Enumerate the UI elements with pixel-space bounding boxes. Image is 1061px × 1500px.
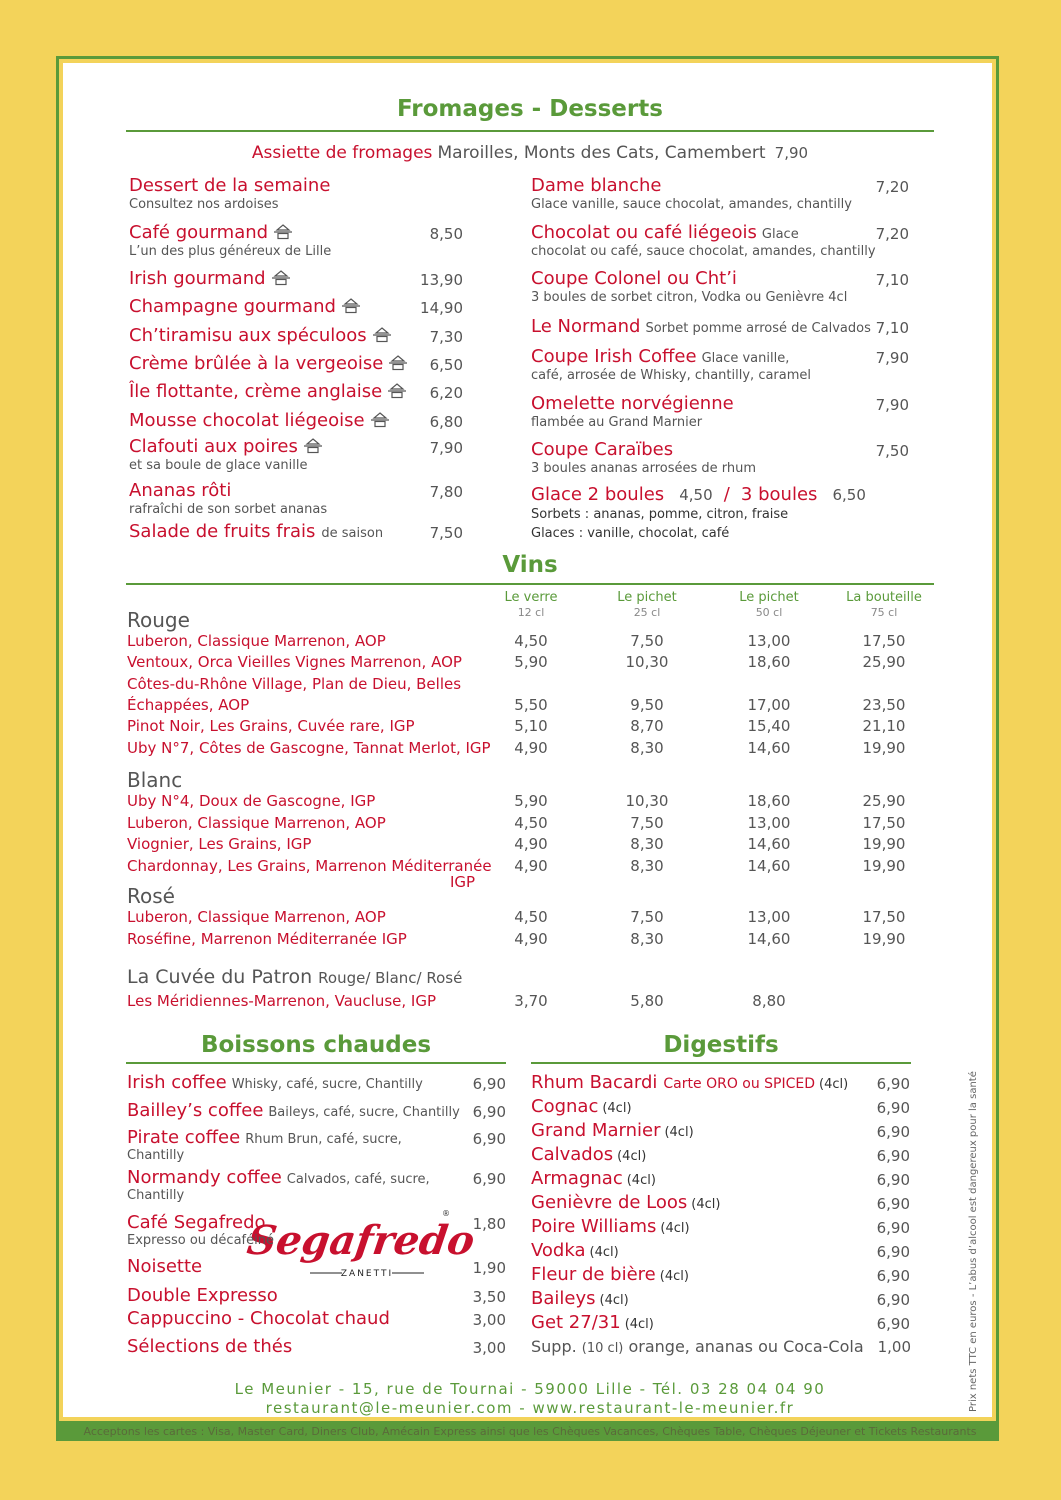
item-price: 1,80 (472, 1215, 506, 1233)
column-size: 25 cl (633, 606, 661, 619)
wine-price: 25,90 (862, 792, 906, 810)
wine-price: 14,60 (747, 930, 791, 948)
item-price: 7,80 (429, 483, 463, 501)
item-price: 6,90 (876, 1147, 910, 1165)
item-line (129, 296, 463, 317)
wine-price: 18,60 (747, 792, 791, 810)
item-price: 8,50 (429, 225, 463, 243)
wine-price: 4,50 (514, 908, 548, 926)
list-item (127, 1308, 506, 1329)
list-item (127, 1167, 506, 1203)
section-title-vins: Vins (502, 552, 558, 578)
wine-name: Luberon, Classique Marrenon, AOP (127, 814, 386, 832)
item-price: 6,20 (429, 384, 463, 402)
wine-price: 10,30 (625, 653, 669, 671)
item-name: Dame blanche (531, 175, 662, 196)
cuvee-sub: Rouge/ Blanc/ Rosé (318, 969, 463, 987)
list-item (531, 1240, 910, 1261)
item-name: Poire Williams (531, 1216, 657, 1237)
wine-name-continued: IGP (450, 873, 476, 891)
item-line (127, 1100, 506, 1121)
item-price: 6,90 (876, 1291, 910, 1309)
wine-price: 19,90 (862, 857, 906, 875)
item-name: Dessert de la semaine (129, 175, 331, 196)
wine-price: 7,50 (630, 632, 664, 650)
item-name: Coupe Irish Coffee (531, 346, 697, 367)
wine-column-header (597, 590, 697, 620)
item-price: 3,00 (472, 1311, 506, 1329)
glace-glaces: Glaces : vanille, chocolat, café (531, 526, 730, 541)
cuvee-label: La Cuvée du Patron (127, 966, 313, 988)
wine-price: 9,50 (630, 696, 664, 714)
item-line (129, 175, 463, 196)
item-name: Café Segafredo (127, 1212, 266, 1233)
wine-price: 5,80 (630, 992, 664, 1010)
item-name: Chocolat ou café liégeois (531, 222, 757, 243)
item-volume: (4cl) (626, 1173, 656, 1188)
section-title-digestifs: Digestifs (663, 1032, 779, 1058)
item-name: Genièvre de Loos (531, 1192, 688, 1213)
item-line (127, 1127, 506, 1148)
item-inline-desc: Glace vanille, (701, 351, 790, 366)
wine-name: Luberon, Classique Marrenon, AOP (127, 632, 386, 650)
item-name: Crème brûlée à la vergeoise (129, 353, 384, 374)
list-item (127, 1285, 506, 1306)
item-name: Irish gourmand (129, 268, 266, 289)
item-name: Vodka (531, 1240, 586, 1261)
glace-2-boules: Glace 2 boules (531, 484, 665, 505)
list-item (129, 175, 463, 212)
item-desc: Consultez nos ardoises (129, 197, 279, 212)
item-line (129, 268, 463, 289)
item-price: 6,90 (876, 1075, 910, 1093)
item-name: Normandy coffee (127, 1167, 282, 1188)
section-rule (126, 583, 934, 585)
svg-text:Segafredo: Segafredo (244, 1217, 478, 1264)
supp-desc: orange, ananas ou Coca-Cola (628, 1337, 864, 1356)
section-rule (126, 130, 934, 132)
wine-price: 4,50 (514, 814, 548, 832)
item-line (531, 346, 909, 367)
digestif-supp (531, 1337, 911, 1356)
list-item (129, 436, 463, 473)
item-line (129, 521, 463, 542)
item-inline-desc: Baileys, café, sucre, Chantilly (268, 1105, 460, 1120)
wine-price: 13,00 (747, 908, 791, 926)
item-price: 6,90 (876, 1195, 910, 1213)
wine-price: 21,10 (862, 717, 906, 735)
wine-price: 17,50 (862, 814, 906, 832)
wine-column-header (481, 590, 581, 620)
wine-name: Uby N°4, Doux de Gascogne, IGP (127, 792, 376, 810)
glace-2-price: 4,50 (679, 486, 713, 504)
item-name: Get 27/31 (531, 1312, 621, 1333)
item-name: Rhum Bacardi (531, 1072, 658, 1093)
item-desc: Chantilly (127, 1148, 185, 1163)
wine-price: 8,30 (630, 857, 664, 875)
item-name: Double Expresso (127, 1285, 278, 1306)
item-name: Salade de fruits frais (129, 521, 316, 542)
assiette-fromages (126, 143, 934, 163)
item-name: Cognac (531, 1096, 599, 1117)
item-price: 6,90 (876, 1315, 910, 1333)
wine-name: Les Méridiennes-Marrenon, Vaucluse, IGP (127, 992, 437, 1010)
list-item (129, 325, 463, 346)
wine-price: 10,30 (625, 792, 669, 810)
item-desc: rafraîchi de son sorbet ananas (129, 502, 328, 517)
supp-vol: (10 cl) (581, 1341, 624, 1356)
item-line (127, 1308, 506, 1329)
item-line (531, 268, 909, 289)
item-desc: Maroilles, Monts des Cats, Camembert (437, 143, 766, 163)
item-line (127, 1285, 506, 1306)
list-item (531, 1288, 910, 1309)
item-price: 6,90 (472, 1103, 506, 1121)
wine-name: Uby N°7, Côtes de Gascogne, Tannat Merlot, IGP (127, 739, 491, 757)
item-line (129, 325, 463, 346)
item-price: 7,90 (875, 349, 909, 367)
wine-price: 5,10 (514, 717, 548, 735)
list-item (129, 521, 463, 542)
wine-price: 8,80 (752, 992, 786, 1010)
list-item (127, 1100, 506, 1121)
item-line (129, 480, 463, 501)
item-name: Omelette norvégienne (531, 393, 734, 414)
glace-3-boules: 3 boules (740, 484, 818, 505)
item-inline-desc: Calvados, café, sucre, (286, 1172, 430, 1187)
column-label: Le verre (504, 590, 558, 605)
item-line (127, 1072, 506, 1093)
wine-price: 5,90 (514, 792, 548, 810)
column-label: Le pichet (739, 590, 799, 605)
list-item (531, 1312, 910, 1333)
list-item (531, 175, 909, 212)
item-desc: Glace vanille, sauce chocolat, amandes, chantilly (531, 197, 852, 212)
wine-category-blanc: Blanc (127, 768, 183, 792)
item-name: Noisette (127, 1256, 203, 1277)
glace-item (531, 484, 866, 505)
list-item (531, 1120, 910, 1141)
list-item (531, 316, 909, 337)
wine-category-rose: Rosé (127, 884, 175, 908)
wine-price: 4,90 (514, 835, 548, 853)
wine-price: 17,00 (747, 696, 791, 714)
section-title-fromages-desserts: Fromages - Desserts (397, 96, 663, 122)
item-price: 6,80 (429, 413, 463, 431)
item-price: 6,90 (876, 1267, 910, 1285)
item-name: Grand Marnier (531, 1120, 661, 1141)
item-desc: et sa boule de glace vanille (129, 458, 308, 473)
wine-price: 13,00 (747, 814, 791, 832)
homemade-dish-icon (342, 298, 360, 314)
wine-name-continued: Échappées, AOP (127, 696, 250, 714)
list-item (127, 1336, 506, 1357)
item-line (531, 316, 909, 337)
column-size: 12 cl (517, 606, 545, 619)
wine-price: 4,90 (514, 857, 548, 875)
item-line (127, 1167, 506, 1188)
item-name: Mousse chocolat liégeoise (129, 410, 365, 431)
item-name: Armagnac (531, 1168, 623, 1189)
list-item (127, 1072, 506, 1093)
list-item (531, 346, 909, 383)
list-item (129, 222, 463, 259)
list-item (531, 439, 909, 476)
list-item (129, 381, 463, 402)
wine-price: 23,50 (862, 696, 906, 714)
wine-name: Luberon, Classique Marrenon, AOP (127, 908, 386, 926)
item-price: 7,50 (875, 442, 909, 460)
item-price: 7,20 (875, 178, 909, 196)
glace-sorbets: Sorbets : ananas, pomme, citron, fraise (531, 507, 789, 522)
item-inline-desc: Rhum Brun, café, sucre, (245, 1132, 402, 1147)
item-inline-desc: Whisky, café, sucre, Chantilly (231, 1077, 423, 1092)
item-line (129, 410, 463, 431)
list-item (129, 353, 463, 374)
list-item (531, 1216, 910, 1237)
item-price: 6,90 (876, 1123, 910, 1141)
item-volume: (4cl) (589, 1245, 619, 1260)
item-volume: (4cl) (819, 1077, 849, 1092)
item-price: 1,90 (472, 1259, 506, 1277)
item-desc: 3 boules ananas arrosées de rhum (531, 461, 757, 476)
item-price: 7,20 (875, 225, 909, 243)
column-label: Le pichet (617, 590, 677, 605)
wine-price: 14,60 (747, 857, 791, 875)
item-price: 6,50 (429, 356, 463, 374)
footer-web: restaurant@le-meunier.com - www.restaurant-le-meunier.fr (265, 1399, 795, 1417)
item-price: 7,30 (429, 328, 463, 346)
item-name: Cappuccino - Chocolat chaud (127, 1308, 390, 1329)
wine-price: 15,40 (747, 717, 791, 735)
item-inline-desc: de saison (321, 526, 384, 541)
item-name: Ch’tiramisu aux spéculoos (129, 325, 367, 346)
wine-price: 4,90 (514, 739, 548, 757)
list-item (531, 393, 909, 430)
supp-price: 1,00 (877, 1338, 911, 1356)
item-price: 7,10 (875, 319, 909, 337)
wine-price: 3,70 (514, 992, 548, 1010)
item-name: Île flottante, crème anglaise (129, 381, 383, 402)
item-extra: Carte ORO ou SPICED (663, 1076, 816, 1092)
item-price: 6,90 (876, 1099, 910, 1117)
wine-column-header (719, 590, 819, 620)
wine-name: Côtes-du-Rhône Village, Plan de Dieu, Belles (127, 675, 462, 693)
item-name: Fleur de bière (531, 1264, 656, 1285)
wine-name: Ventoux, Orca Vieilles Vignes Marrenon, AOP (127, 653, 462, 671)
list-item (531, 1192, 910, 1213)
wine-category-cuvee (127, 966, 462, 988)
item-desc: chocolat ou café, sauce chocolat, amandes, chantilly (531, 244, 876, 259)
item-volume: (4cl) (691, 1197, 721, 1212)
list-item (127, 1127, 506, 1163)
homemade-dish-icon (389, 355, 407, 371)
wine-price: 13,00 (747, 632, 791, 650)
item-price: 13,90 (420, 271, 463, 289)
item-line (129, 381, 463, 402)
column-size: 50 cl (755, 606, 783, 619)
item-price: 14,90 (420, 299, 463, 317)
item-name: Coupe Colonel ou Cht’i (531, 268, 737, 289)
section-title-boissons-chaudes: Boissons chaudes (200, 1032, 432, 1058)
wine-price: 8,30 (630, 739, 664, 757)
item-volume: (4cl) (659, 1269, 689, 1284)
list-item (531, 222, 909, 259)
item-inline-desc: Sorbet pomme arrosé de Calvados (645, 321, 871, 336)
item-desc: 3 boules de sorbet citron, Vodka ou Genièvre 4cl (531, 290, 848, 305)
wine-price: 18,60 (747, 653, 791, 671)
list-item (531, 1168, 910, 1189)
wine-price: 25,90 (862, 653, 906, 671)
item-line (531, 222, 909, 243)
list-item (129, 480, 463, 517)
item-price: 6,90 (472, 1170, 506, 1188)
wine-price: 7,50 (630, 814, 664, 832)
wine-price: 4,90 (514, 930, 548, 948)
footer-address: Le Meunier - 15, rue de Tournai - 59000 Lille - Tél. 03 28 04 04 90 (234, 1380, 826, 1398)
wine-name: Roséfine, Marrenon Méditerranée IGP (127, 930, 407, 948)
item-price: 6,90 (472, 1075, 506, 1093)
wine-column-header (834, 590, 934, 620)
item-line (531, 175, 909, 196)
item-name: Pirate coffee (127, 1127, 241, 1148)
item-name: Coupe Caraïbes (531, 439, 674, 460)
list-item (129, 410, 463, 431)
glace-sep: / (723, 484, 730, 505)
homemade-dish-icon (274, 224, 292, 240)
wine-price: 17,50 (862, 632, 906, 650)
item-name: Baileys (531, 1288, 596, 1309)
wine-price: 5,90 (514, 653, 548, 671)
item-volume: (4cl) (624, 1317, 654, 1332)
homemade-dish-icon (304, 438, 322, 454)
wine-price: 8,30 (630, 930, 664, 948)
column-label: La bouteille (846, 590, 922, 605)
svg-text:ZANETTI: ZANETTI (340, 1269, 394, 1279)
list-item (531, 1096, 910, 1117)
item-name: Irish coffee (127, 1072, 227, 1093)
item-name: Assiette de fromages (251, 143, 433, 163)
glace-3-price: 6,50 (832, 486, 866, 504)
item-desc: Expresso ou décaféiné (127, 1233, 274, 1248)
item-volume: (4cl) (664, 1125, 694, 1140)
item-name: Bailley’s coffee (127, 1100, 264, 1121)
item-price: 3,00 (472, 1339, 506, 1357)
section-rule (126, 1062, 506, 1064)
homemade-dish-icon (388, 383, 406, 399)
item-name: Le Normand (531, 316, 641, 337)
wine-price: 4,50 (514, 632, 548, 650)
wine-name: Pinot Noir, Les Grains, Cuvée rare, IGP (127, 717, 415, 735)
item-line (127, 1336, 506, 1357)
supp-label: Supp. (531, 1337, 577, 1356)
item-desc: L’un des plus généreux de Lille (129, 244, 332, 259)
list-item (531, 1264, 910, 1285)
list-item (531, 268, 909, 305)
item-name: Ananas rôti (129, 480, 232, 501)
column-size: 75 cl (870, 606, 898, 619)
homemade-dish-icon (371, 412, 389, 428)
svg-text:®: ® (442, 1209, 450, 1218)
wine-name: Chardonnay, Les Grains, Marrenon Méditerranée (127, 857, 492, 875)
list-item (127, 1212, 506, 1248)
list-item (531, 1072, 910, 1093)
wine-price: 7,50 (630, 908, 664, 926)
wine-price: 14,60 (747, 739, 791, 757)
item-price: 6,90 (876, 1171, 910, 1189)
list-item (531, 1144, 910, 1165)
item-name: Clafouti aux poires (129, 436, 298, 457)
footer-legal: Prix nets TTC en euros - L’abus d’alcool est dangereux pour la santé (968, 1071, 979, 1412)
item-line (127, 1256, 506, 1277)
section-rule (531, 1062, 911, 1064)
item-price: 7,90 (875, 396, 909, 414)
item-price: 7,90 (429, 439, 463, 457)
wine-price: 19,90 (862, 835, 906, 853)
item-name: Sélections de thés (127, 1336, 293, 1357)
wine-name: Viognier, Les Grains, IGP (127, 835, 312, 853)
item-volume: (4cl) (599, 1293, 629, 1308)
list-item (127, 1256, 506, 1277)
item-price: 6,90 (472, 1130, 506, 1148)
item-name: Champagne gourmand (129, 296, 336, 317)
item-line (129, 222, 463, 243)
item-line (129, 436, 463, 457)
item-volume: (4cl) (660, 1221, 690, 1236)
wine-price: 14,60 (747, 835, 791, 853)
wine-price: 8,30 (630, 835, 664, 853)
item-name: Calvados (531, 1144, 614, 1165)
item-price: 7,90 (774, 144, 809, 162)
item-price: 7,10 (875, 271, 909, 289)
item-price: 6,90 (876, 1243, 910, 1261)
wine-category-rouge: Rouge (127, 608, 190, 632)
wine-price: 5,50 (514, 696, 548, 714)
item-line (531, 393, 909, 414)
item-price: 7,50 (429, 524, 463, 542)
item-volume: (4cl) (617, 1149, 647, 1164)
item-price: 3,50 (472, 1288, 506, 1306)
item-price: 6,90 (876, 1219, 910, 1237)
wine-price: 19,90 (862, 930, 906, 948)
list-item (129, 268, 463, 289)
wine-price: 17,50 (862, 908, 906, 926)
item-desc: flambée au Grand Marnier (531, 415, 703, 430)
item-name: Café gourmand (129, 222, 269, 243)
list-item (129, 296, 463, 317)
wine-price: 19,90 (862, 739, 906, 757)
item-volume: (4cl) (602, 1101, 632, 1116)
homemade-dish-icon (272, 270, 290, 286)
item-inline-desc: Glace (761, 227, 799, 242)
homemade-dish-icon (373, 327, 391, 343)
item-desc: café, arrosée de Whisky, chantilly, caramel (531, 368, 812, 383)
wine-price: 8,70 (630, 717, 664, 735)
item-line (127, 1212, 506, 1233)
footer-cards: Acceptons les cartes : Visa, Master Card, Diners Club, Amécain Express ainsi que les Chèques Vacances, Chèques Table, Chèques Déjeuner et Tickets Restaurants (83, 1425, 977, 1438)
item-desc: Chantilly (127, 1188, 185, 1203)
item-line (129, 353, 463, 374)
item-line (531, 439, 909, 460)
